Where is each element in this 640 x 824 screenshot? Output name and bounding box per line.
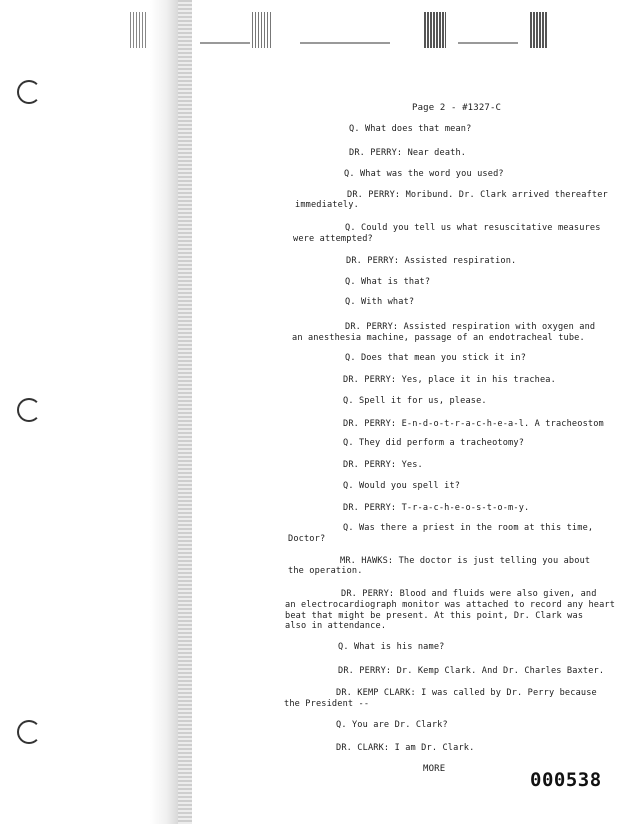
transcript-line: DR. PERRY: T-r-a-c-h-e-o-s-t-o-m-y.: [343, 503, 530, 513]
page-shadow: [178, 0, 192, 824]
transcript-line: DR. PERRY: Near death.: [349, 148, 467, 158]
transcript-line: Q. What is that?: [345, 277, 431, 287]
top-scan-mark: [200, 12, 250, 44]
left-margin-strip: [150, 0, 178, 824]
transcript-line: Q. What was the word you used?: [344, 169, 504, 179]
transcript-line: MR. HAWKS: The doctor is just telling you about: [340, 556, 591, 566]
transcript-line: immediately.: [295, 200, 359, 210]
transcript-line: DR. CLARK: I am Dr. Clark.: [336, 743, 475, 753]
transcript-line: Doctor?: [288, 534, 326, 544]
top-scan-mark: [530, 12, 548, 48]
transcript-line: Q. They did perform a tracheotomy?: [343, 438, 525, 448]
transcript-line: Q. What is his name?: [338, 642, 445, 652]
transcript-line: DR. PERRY: E-n-d-o-t-r-a-c-h-e-a-l. A tracheostom: [343, 419, 604, 429]
transcript-line: DR. PERRY: Dr. Kemp Clark. And Dr. Charles Baxter.: [338, 666, 605, 676]
transcript-line: DR. PERRY: Yes.: [343, 460, 423, 470]
transcript-line: also in attendance.: [285, 621, 387, 631]
transcript-line: DR. PERRY: Assisted respiration with oxygen and: [345, 322, 596, 332]
transcript-line: an electrocardiograph monitor was attached to record any heart: [285, 600, 616, 610]
top-scan-mark: [252, 12, 272, 48]
page-header: Page 2 - #1327-C: [412, 103, 502, 113]
transcript-line: DR. PERRY: Yes, place it in his trachea.: [343, 375, 556, 385]
more-marker: MORE: [423, 764, 446, 774]
transcript-line: the operation.: [288, 566, 363, 576]
transcript-line: Q. With what?: [345, 297, 415, 307]
binder-hole-top: [17, 80, 41, 104]
top-scan-mark: [424, 12, 446, 48]
transcript-line: an anesthesia machine, passage of an endotracheal tube.: [292, 333, 585, 343]
transcript-line: DR. PERRY: Assisted respiration.: [346, 256, 517, 266]
transcript-line: Q. Spell it for us, please.: [343, 396, 487, 406]
binder-hole-bottom: [17, 720, 41, 744]
transcript-line: Q. Was there a priest in the room at this time,: [343, 523, 594, 533]
transcript-line: DR. PERRY: Blood and fluids were also given, and: [341, 589, 597, 599]
transcript-line: Q. Does that mean you stick it in?: [345, 353, 527, 363]
transcript-line: Q. Could you tell us what resuscitative measures: [345, 223, 601, 233]
transcript-line: were attempted?: [293, 234, 373, 244]
transcript-line: Q. Would you spell it?: [343, 481, 461, 491]
top-scan-mark: [300, 12, 390, 44]
transcript-line: Q. What does that mean?: [349, 124, 472, 134]
transcript-line: DR. KEMP CLARK: I was called by Dr. Perry because: [336, 688, 597, 698]
transcript-line: the President --: [284, 699, 370, 709]
top-scan-mark: [130, 12, 148, 48]
transcript-line: Q. You are Dr. Clark?: [336, 720, 448, 730]
transcript-line: beat that might be present. At this point, Dr. Clark was: [285, 611, 584, 621]
transcript-line: DR. PERRY: Moribund. Dr. Clark arrived thereafter: [347, 190, 608, 200]
document-stamp-number: 000538: [530, 769, 602, 791]
top-scan-mark: [458, 12, 518, 44]
binder-hole-middle: [17, 398, 41, 422]
